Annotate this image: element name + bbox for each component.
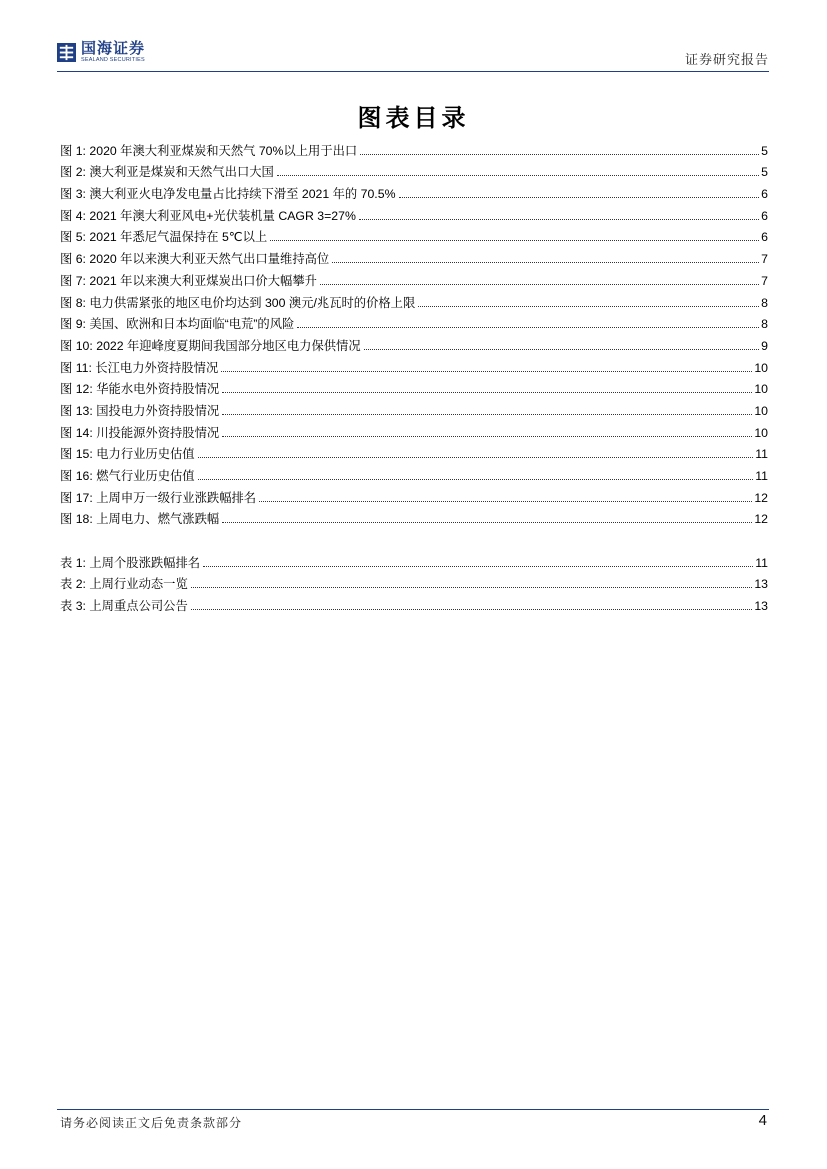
toc-entry-page: 11 — [755, 447, 768, 462]
toc-leader-dots — [222, 392, 752, 393]
toc-entry[interactable] — [60, 311, 768, 333]
toc-entry[interactable] — [60, 571, 768, 593]
toc-entry-title: 图 17: 上周申万一级行业涨跌幅排名 — [60, 490, 257, 505]
toc-entry-title: 图 11: 长江电力外资持股情况 — [60, 360, 219, 375]
toc-entry[interactable] — [60, 397, 768, 419]
toc-entry-title: 图 5: 2021 年悉尼气温保持在 5℃以上 — [60, 230, 268, 245]
toc-leader-dots — [270, 240, 759, 241]
toc-entry-page: 10 — [754, 360, 768, 375]
toc-leader-dots — [203, 566, 753, 567]
company-logo — [57, 40, 145, 64]
toc-entry[interactable] — [60, 159, 768, 181]
toc-entry-page: 12 — [754, 490, 768, 505]
toc-entry-title: 图 14: 川投能源外资持股情况 — [60, 425, 220, 440]
toc-leader-dots — [198, 479, 754, 480]
toc-entry[interactable] — [60, 484, 768, 506]
toc-entry[interactable] — [60, 332, 768, 354]
toc-entry-title: 图 8: 电力供需紧张的地区电价均达到 300 澳元/兆瓦时的价格上限 — [60, 295, 416, 310]
toc-entry-page: 10 — [754, 425, 768, 440]
toc-leader-dots — [198, 457, 754, 458]
toc-entry-page: 6 — [761, 208, 768, 223]
toc-entry[interactable] — [60, 137, 768, 159]
toc-entry[interactable] — [60, 462, 768, 484]
toc-leader-dots — [191, 609, 753, 610]
toc-entry-title: 图 10: 2022 年迎峰度夏期间我国部分地区电力保供情况 — [60, 338, 361, 353]
toc-entry-title: 图 1: 2020 年澳大利亚煤炭和天然气 70%以上用于出口 — [60, 143, 358, 158]
toc-entry-title: 图 4: 2021 年澳大利亚风电+光伏装机量 CAGR 3=27% — [60, 208, 356, 223]
toc-entry-title: 图 15: 电力行业历史估值 — [60, 447, 195, 462]
toc-leader-dots — [320, 284, 759, 285]
toc-entry-page: 11 — [755, 555, 768, 570]
toc-entry-page: 8 — [761, 317, 768, 332]
toc-leader-dots — [297, 327, 759, 328]
toc-entry-page: 7 — [761, 273, 768, 288]
toc-leader-dots — [418, 306, 759, 307]
toc-entry-title: 图 13: 国投电力外资持股情况 — [60, 403, 220, 418]
sealand-logo-icon — [57, 43, 76, 62]
toc-entry[interactable] — [60, 549, 768, 571]
toc-entry-title: 图 6: 2020 年以来澳大利亚天然气出口量维持高位 — [60, 252, 330, 267]
toc-entry[interactable] — [60, 245, 768, 267]
toc-leader-dots — [221, 371, 752, 372]
toc-entry-page: 11 — [755, 469, 768, 483]
toc-entry-title: 图 7: 2021 年以来澳大利亚煤炭出口价大幅攀升 — [60, 273, 317, 288]
logo-cn-text: 国海证券 — [81, 39, 146, 57]
toc-entry[interactable] — [60, 506, 768, 528]
toc-leader-dots — [222, 414, 752, 415]
toc-entry-title: 图 9: 美国、欧洲和日本均面临“电荒”的风险 — [60, 317, 295, 332]
toc-entry[interactable] — [60, 376, 768, 398]
toc-leader-dots — [399, 197, 760, 198]
toc-entry[interactable] — [60, 267, 768, 289]
toc-entry[interactable] — [60, 441, 768, 463]
toc-entry[interactable] — [60, 354, 768, 376]
toc-entry-page: 5 — [761, 143, 768, 158]
toc-entry-title: 表 2: 上周行业动态一览 — [60, 577, 188, 592]
toc-leader-dots — [360, 154, 759, 155]
toc-leader-dots — [222, 436, 752, 437]
toc-entry-page: 5 — [761, 165, 768, 180]
toc-entry-title: 图 2: 澳大利亚是煤炭和天然气出口大国 — [60, 165, 274, 180]
toc-entry-page: 13 — [754, 599, 768, 614]
header-divider — [57, 71, 769, 72]
toc-entry-page: 10 — [754, 382, 768, 397]
table-list — [60, 549, 768, 614]
toc-entry-page: 9 — [761, 338, 768, 353]
toc-entry[interactable] — [60, 289, 768, 311]
page-number: 4 — [758, 1112, 767, 1129]
toc-entry-page: 10 — [754, 403, 768, 418]
toc-entry-title: 图 3: 澳大利亚火电净发电量占比持续下滑至 2021 年的 70.5% — [60, 187, 396, 202]
doc-type-label: 证券研究报告 — [684, 53, 769, 68]
toc-leader-dots — [277, 175, 759, 176]
toc-entry-page: 8 — [761, 295, 768, 310]
toc-leader-dots — [359, 219, 759, 220]
toc-entry-title: 表 3: 上周重点公司公告 — [60, 599, 188, 614]
toc-leader-dots — [332, 262, 759, 263]
toc-leader-dots — [259, 501, 752, 502]
footer-divider — [57, 1109, 769, 1110]
toc-entry[interactable] — [60, 180, 768, 202]
page-header — [57, 36, 769, 70]
toc-entry[interactable] — [60, 224, 768, 246]
toc-entry-title: 图 16: 燃气行业历史估值 — [60, 469, 195, 483]
figure-list — [60, 137, 768, 527]
toc-entry-page: 7 — [761, 252, 768, 267]
toc-leader-dots — [222, 522, 752, 523]
toc-entry-page: 12 — [754, 512, 768, 527]
toc-leader-dots — [191, 587, 753, 588]
toc-entry[interactable] — [60, 419, 768, 441]
toc-entry-page: 6 — [761, 230, 768, 245]
toc-entry-title: 表 1: 上周个股涨跌幅排名 — [60, 555, 201, 570]
toc-entry-page: 13 — [754, 577, 768, 592]
logo-en-text: SEALAND SECURITIES — [81, 57, 145, 63]
toc-entry[interactable] — [60, 592, 768, 614]
toc-entry-title: 图 12: 华能水电外资持股情况 — [60, 382, 220, 397]
footer-disclaimer: 请务必阅读正文后免责条款部分 — [60, 1116, 243, 1130]
toc-entry[interactable] — [60, 202, 768, 224]
toc-title: 图表目录 — [357, 104, 470, 132]
toc-entry-page: 6 — [761, 187, 768, 202]
toc-leader-dots — [364, 349, 760, 350]
toc-entry-title: 图 18: 上周电力、燃气涨跌幅 — [60, 512, 220, 527]
